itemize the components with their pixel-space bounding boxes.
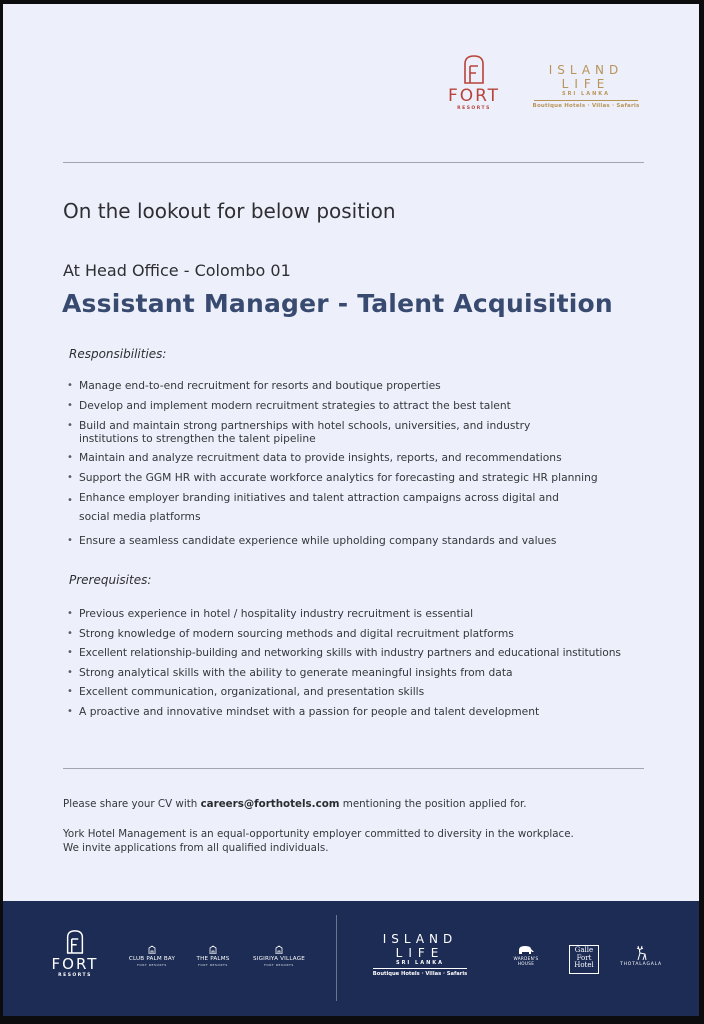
bullet-icon: • (67, 686, 73, 698)
island-logo-line1: ISLAND (548, 63, 624, 77)
footer-fort-sub: RESORTS (58, 973, 92, 978)
list-item: • Excellent communication, organizational, and presentation skills (67, 685, 425, 699)
galle-fort-hotel-logo: Galle Fort Hotel (569, 945, 599, 974)
building-icon (148, 945, 156, 954)
club-palm-bay-logo: CLUB PALM BAY FORT RESORTS (124, 945, 180, 967)
lookout-heading: On the lookout for below position (63, 199, 396, 223)
location-heading: At Head Office - Colombo 01 (63, 261, 291, 280)
the-palms-logo: THE PALMS FORT RESORTS (191, 945, 235, 967)
bullet-icon: • (67, 419, 73, 431)
prerequisites-heading: Prerequisites: (69, 573, 152, 587)
sigiriya-village-logo: SIGIRIYA VILLAGE FORT RESORTS (247, 945, 311, 967)
fort-arch-icon (463, 54, 485, 84)
responsibilities-list (67, 379, 657, 554)
deer-icon (634, 945, 648, 961)
equal-opportunity-text: York Hotel Management is an equal-opportunity employer committed to diversity in the workplace. We invite applications from all qualified individuals. (63, 828, 574, 854)
island-logo-line2: LIFE (561, 77, 611, 91)
brand-footer (3, 901, 699, 1016)
bullet-icon: • (67, 705, 73, 717)
list-item: • A proactive and innovative mindset with a passion for people and talent development (67, 704, 540, 718)
fort-resorts-logo (436, 54, 512, 111)
building-icon (209, 945, 217, 954)
list-item: • Build and maintain strong partnerships with hotel schools, universities, and industry institutions to strengthen the talent pipeline (67, 418, 531, 445)
fort-arch-icon (66, 929, 84, 954)
footer-island-life-logo: ISLAND LIFE SRI LANKA Boutique Hotels · Villas · Safaris (372, 932, 468, 977)
bullet-icon: • (67, 399, 73, 411)
bullet-icon: • (67, 380, 73, 391)
fort-logo-sub: RESORTS (457, 106, 491, 111)
responsibilities-heading: Responsibilities: (69, 347, 167, 361)
bullet-icon: • (67, 666, 73, 678)
island-logo-rule (534, 100, 638, 101)
elephant-icon (517, 945, 535, 955)
job-title: Assistant Manager - Talent Acquisition (62, 289, 613, 318)
bullet-icon: • (67, 608, 73, 619)
bullet-icon: • (67, 647, 73, 659)
bullet-icon: • (67, 534, 73, 546)
list-item: • Excellent relationship-building and networking skills with industry partners and educational institutions (67, 646, 621, 660)
contact-divider (63, 768, 644, 769)
list-item: • Develop and implement modern recruitment strategies to attract the best talent (67, 398, 511, 412)
header-divider (63, 162, 644, 163)
bullet-icon: • (67, 472, 73, 484)
prerequisites-list (67, 607, 657, 725)
island-life-logo (530, 63, 642, 109)
building-icon (275, 945, 283, 954)
list-item: • Manage end-to-end recruitment for resorts and boutique properties (67, 379, 441, 392)
bullet-icon: • (67, 494, 73, 506)
wardens-house-logo: WARDEN'S HOUSE (508, 945, 544, 966)
list-item: • Support the GGM HR with accurate workforce analytics for forecasting and strategic HR planning (67, 471, 598, 485)
thotalagala-logo: THOTALAGALA (615, 945, 667, 967)
footer-fort-name: FORT (51, 955, 99, 973)
list-item: • Ensure a seamless candidate experience while upholding company standards and values (67, 533, 557, 547)
island-logo-country: SRI LANKA (561, 91, 611, 97)
list-item: • Strong analytical skills with the ability to generate meaningful insights from data (67, 665, 513, 679)
list-item: • Previous experience in hotel / hospitality industry recruitment is essential (67, 607, 474, 620)
bullet-icon: • (67, 452, 73, 464)
footer-divider (336, 915, 337, 1001)
footer-fort-logo (41, 929, 109, 978)
list-item: • Maintain and analyze recruitment data to provide insights, reports, and recommendations (67, 451, 562, 465)
careers-email-link[interactable]: careers@forthotels.com (200, 798, 340, 810)
bullet-icon: • (67, 627, 73, 639)
island-logo-tagline: Boutique Hotels · Villas · Safaris (532, 103, 640, 109)
fort-logo-name: FORT (447, 86, 501, 106)
share-cv-text: Please share your CV with careers@forthotels.com mentioning the position applied for. (63, 798, 527, 810)
list-item: • Enhance employer branding initiatives and talent attraction campaigns across digital and social media platforms (67, 490, 559, 524)
list-item: • Strong knowledge of modern sourcing methods and digital recruitment platforms (67, 626, 514, 640)
